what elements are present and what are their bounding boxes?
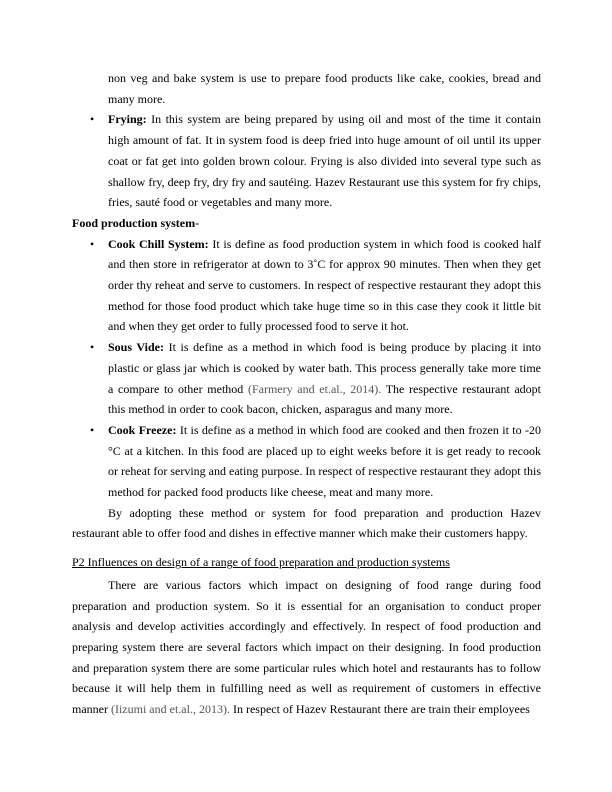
p2-heading: P2 Influences on design of a range of food preparation and production systems xyxy=(72,555,450,570)
term-label: Sous Vide: xyxy=(108,340,164,355)
term-label: Cook Chill System: xyxy=(108,236,209,251)
continuation-text: non veg and bake system is use to prepare food products like cake, cookies, bread and many more. xyxy=(108,71,541,106)
item-text: The respective restaurant adopt this method in order to cook bacon, chicken, asparagus and many more. xyxy=(108,381,541,417)
paragraph-text: In respect of Hazev Restaurant there are train their employees xyxy=(232,702,530,717)
item-text: It is define as a method in which food are cooked and then frozen it to -20 °C at a kitchen. In this food are placed up to eight weeks before it is get ready to recook or reheat for serving and eating purpose. In respect of respective restaurant they adopt this method for packed food products like cheese, meat and many more. xyxy=(108,422,541,500)
item-text: In this system are being prepared by using oil and most of the time it contain high amount of fat. It in system food is deep fried into huge amount of oil until its upper coat or fat get into golden brown colour. Frying is also divided into several type such as shallow fry, deep fry, dry fry and sautéing. Hazev Restaurant use this system for fry chips, fries, sauté food or vegetables and many more. xyxy=(108,112,542,210)
list-item xyxy=(72,234,541,338)
term-label: Frying: xyxy=(108,112,147,127)
bullet-icon: • xyxy=(90,112,95,127)
section-heading: Food production system- xyxy=(72,215,200,230)
item-text: It is define as food production system in which food is cooked half and then store in refrigerator at down to 3˚C for approx 90 minutes. Then when they get order thy reheat and serve to customers. In respect of respective restaurant they adopt this method for those food product which take huge time so in this case they cook it little bit and when they get order to fully processed food to serve it hot. xyxy=(108,236,541,334)
p2-paragraph xyxy=(72,575,541,720)
paragraph-text: There are various factors which impact on designing of food range during food preparation and production system. So it is essential for an organisation to conduct proper analysis and develop activities accordingly and effectively. In respect of food production and preparing system there are several factors which impact on their designing. In food production and preparation system there are some particular rules which hotel and restaurants has to follow because it will help them in fulfilling need as well as requirement of customers in effective manner xyxy=(72,577,541,717)
list-item xyxy=(72,337,541,420)
bullet-icon: • xyxy=(90,236,95,251)
item-text: It is define as a method in which food is being produce by placing it into plastic or glass jar which is cooked by water bath. This process generally take more time a compare to other method xyxy=(108,340,542,396)
page-content xyxy=(72,68,541,720)
term-label: Cook Freeze: xyxy=(108,422,177,437)
citation: (Farmery and et.al., 2014). xyxy=(247,381,382,396)
list-item xyxy=(72,420,541,503)
summary-paragraph: By adopting these method or system for food preparation and production Hazev restaurant able to offer food and dishes in effective manner which make their customers happy. xyxy=(72,505,541,541)
citation: (Iizumi and et.al., 2013). xyxy=(110,702,230,717)
list-item xyxy=(72,109,541,213)
bullet-icon: • xyxy=(90,422,95,437)
frying-list xyxy=(72,109,541,213)
bullet-icon: • xyxy=(90,340,95,355)
systems-list xyxy=(72,234,541,503)
